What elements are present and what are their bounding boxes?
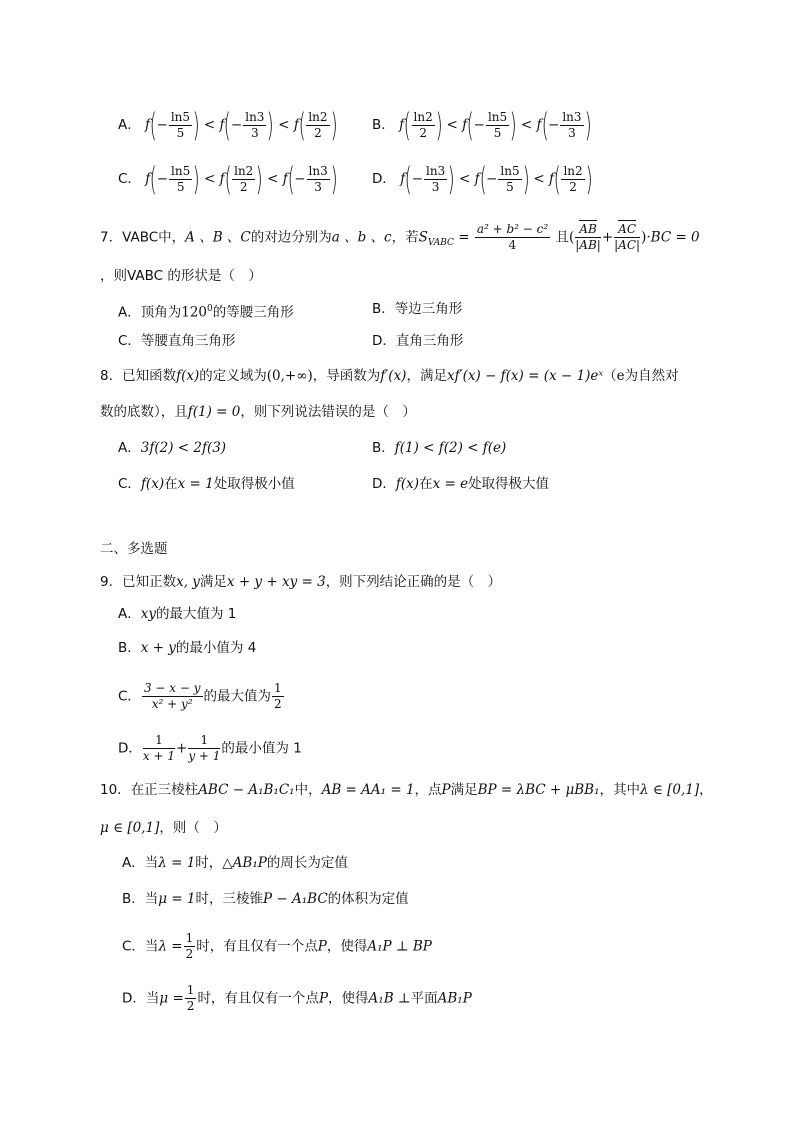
q6-option-b: B． f( $\frac{\ln 2}{2}$ ) < f(− $\frac{\ln 5}{5}$ ) < f(− $\frac{\ln 3}{3}$ ) (372, 106, 592, 144)
q6-c-frac2: $\frac{\ln 2}{2}$ (234, 163, 254, 194)
q7-option-c: C．等腰直角三角形 (118, 333, 236, 349)
section-title: 二、多选题 (100, 541, 168, 557)
q10-option-d: D．当μ = $\frac{1}{2}$ 时，有且仅有一个点P，使得A₁B ⊥平面AB₁P (122, 983, 472, 1013)
q6-c-frac1: $\frac{\ln 5}{5}$ (171, 163, 191, 194)
q6-b-frac3: $\frac{\ln 3}{3}$ (562, 109, 582, 140)
q6-option-d: D． f(− $\frac{\ln 3}{3}$ ) < f(− $\frac{\ln 5}{5}$ ) < f( $\frac{\ln 2}{2}$ ) (372, 160, 593, 198)
q9-d-fraction1: $\frac{1}{x + 1}$ (142, 733, 175, 763)
q8-option-c: C．f(x)在x = 1处取得极小值 (118, 476, 295, 492)
q6-b-frac1: $\frac{\ln 2}{2}$ (413, 109, 433, 140)
q7-option-b: B．等边三角形 (372, 301, 463, 317)
q6-d-frac2: $\frac{\ln 5}{5}$ (500, 163, 520, 194)
q6-d-frac3: $\frac{\ln 2}{2}$ (563, 163, 583, 194)
q9-option-a: A．xy的最大值为 1 (118, 606, 237, 622)
q8-option-d: D．f(x)在x = e处取得极大值 (372, 476, 550, 492)
q9-d-fraction2: $\frac{1}{y + 1}$ (188, 733, 221, 763)
q7-option-d: D．直角三角形 (372, 333, 464, 349)
q10-c-half: $\frac{1}{2}$ (185, 931, 194, 961)
q10-stem-cont: μ ∈ [0,1]，则（ ） (100, 820, 227, 836)
q9-c-value: $\frac{1}{2}$ (274, 681, 282, 711)
q8-option-a: A．3f(2) < 2f(3) (118, 440, 227, 456)
q9-option-c: C． $\frac{3 - x - y}{\text{x² + y²}}$ 的最大值为 $\frac{1}{2}$ (118, 681, 282, 711)
q6-a-frac3: $\frac{\ln 2}{2}$ (308, 109, 328, 140)
q8-stem: 8．已知函数f(x)的定义域为(0,+∞)，导函数为f′(x)，满足xf′(x) − f(x) = (x − 1)eˣ（e为自然对 (100, 368, 679, 384)
q6-c-frac3: $\frac{\ln 3}{3}$ (308, 163, 328, 194)
q7-stem-cont: ，则VABC 的形状是（ ） (100, 268, 262, 284)
q10-d-half: $\frac{1}{2}$ (186, 983, 195, 1013)
q8-option-b: B．f(1) < f(2) < f(e) (372, 440, 507, 456)
q6-b-frac2: $\frac{\ln 5}{5}$ (487, 109, 508, 140)
q7-stem: 7．VABC中，A 、B 、C的对边分别为a 、b 、c，若$S_{VABC}$ = $\frac{\text{a² + b² − c²}}{4}$ 且( $\frac{AB}{|AB|}$ + $\frac{AC}{|AC|}$ )·BC = 0 (100, 222, 700, 252)
q7-option-a: A．顶角为$120^0$的等腰三角形 (118, 304, 294, 321)
q6-d-frac1: $\frac{\ln 3}{3}$ (426, 163, 446, 194)
q9-option-d: D． $\frac{1}{x + 1}$ + $\frac{1}{y + 1}$ 的最小值为 1 (118, 733, 302, 763)
q6-option-a: A． f(− $\frac{\ln 5}{5}$ ) < f(− $\frac{\ln 3}{3}$ ) < f( $\frac{\ln 2}{2}$ ) (118, 106, 338, 144)
q7-area-fraction: $\frac{\text{a² + b² − c²}}{4}$ (476, 222, 549, 252)
q7-unit-vector-ab: $\frac{AB}{|AB|}$ (575, 222, 601, 252)
q6-a-frac2: $\frac{\ln 3}{3}$ (245, 109, 265, 140)
q10-option-a: A．当λ = 1时，△AB₁P的周长为定值 (122, 855, 348, 871)
q9-option-b: B．x + y的最小值为 4 (118, 640, 257, 656)
q8-stem-cont: 数的底数），且f(1) = 0，则下列说法错误的是（ ） (100, 404, 416, 420)
q9-c-fraction: $\frac{3 - x - y}{\text{x² + y²}}$ (143, 681, 201, 711)
q6-option-c: C． f(− $\frac{\ln 5}{5}$ ) < f( $\frac{\ln 2}{2}$ ) < f(− $\frac{\ln 3}{3}$ ) (118, 160, 338, 198)
q6-a-frac1: $\frac{\ln 5}{5}$ (170, 109, 191, 140)
q10-option-c: C．当λ = $\frac{1}{2}$ 时，有且仅有一个点P，使得A₁P ⊥ BP (122, 931, 432, 961)
q9-stem: 9．已知正数x, y满足x + y + xy = 3，则下列结论正确的是（ ） (100, 574, 502, 590)
q10-option-b: B．当μ = 1时，三棱锥P − A₁BC的体积为定值 (122, 891, 409, 907)
q7-unit-vector-ac: $\frac{AC}{|AC|}$ (614, 222, 641, 252)
q10-stem: 10．在正三棱柱ABC − A₁B₁C₁中，AB = AA₁ = 1，点P满足BP = λBC + μBB₁，其中λ ∈ [0,1]， (100, 782, 713, 798)
